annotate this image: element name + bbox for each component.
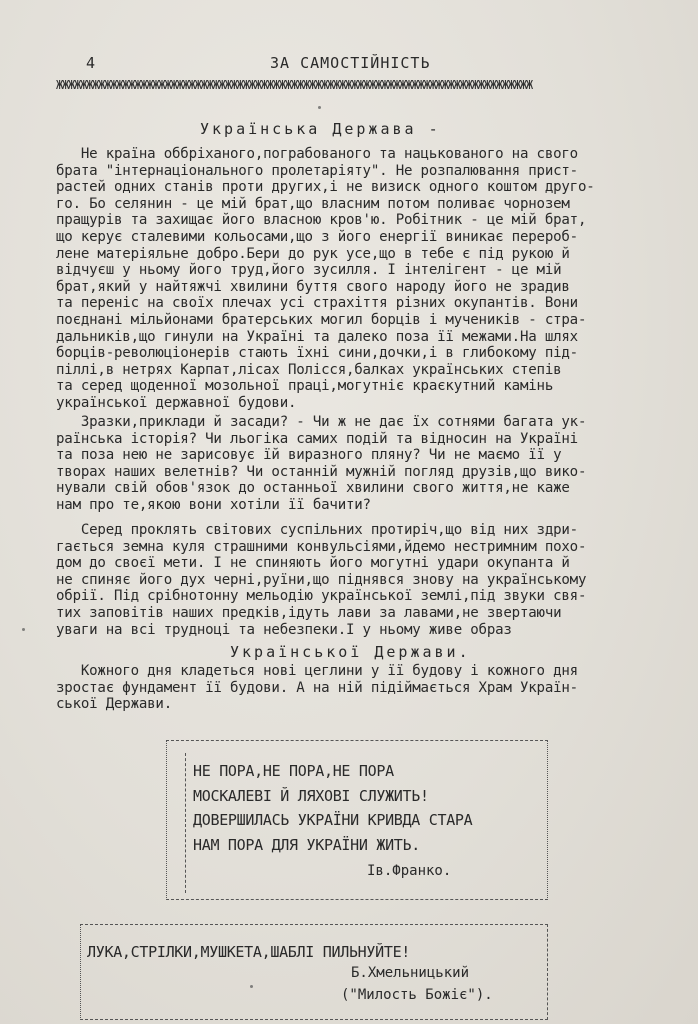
paper-speck (250, 985, 253, 988)
masthead-title: ЗА САМОСТІЙНІСТЬ (270, 54, 431, 72)
header-ornament-rule: ЖЖЖЖЖЖЖЖЖЖЖЖЖЖЖЖЖЖЖЖЖЖЖЖЖЖЖЖЖЖЖЖЖЖЖЖЖЖЖЖЖЖЖЖЖЖЖЖЖЖЖЖЖЖЖЖЖЖЖЖЖЖЖЖЖЖЖЖЖЖЖЖЖЖЖЖЖЖЖ (56, 78, 532, 92)
paper-speck (22, 628, 25, 631)
article-subheading: Української Держави. (230, 643, 471, 661)
khmelnytsky-quote-box (80, 924, 548, 1020)
khmelnytsky-source: ("Милость Божіє"). (341, 987, 493, 1003)
box-inner-border (185, 753, 186, 893)
paragraph-3: Серед проклять світових суспільних протиріч,що від них здри- гається земна куля страшними конвульсіями,йдемо нестримним похо- дом до своєї мети. І не спиняють його могутні удари окупанта й не спиняє його дух черні,руїни,що піднявся знову на українському обрії. Під срібнотонну мельодію української землі,під звуки свя- тих заповітів наших предків,ідуть лави за лавами,не звертаючи уваги на всі трудноці та небезпеки.І у ньому живе образ (56, 522, 587, 638)
paper-speck (318, 106, 321, 109)
franko-quote-text: НЕ ПОРА,НЕ ПОРА,НЕ ПОРА МОСКАЛЕВІ Й ЛЯХОВІ СЛУЖИТЬ! ДОВЕРШИЛАСЬ УКРАЇНИ КРИВДА СТАРА НАМ ПОРА ДЛЯ УКРАЇНИ ЖИТЬ. (193, 762, 473, 854)
khmelnytsky-quote-text: ЛУКА,СТРІЛКИ,МУШКЕТА,ШАБЛІ ПИЛЬНУЙТЕ! (87, 943, 411, 961)
paragraph-1: Не країна оббріханого,пограбованого та нацькованого на свого брата "інтернаціонального пролетаріяту". Не розпалювання прист- растей одних станів проти других,і не визиск одного коштом друго- го. Бо селянин - це мій брат,що власним потом поливає чорнозем пращурів та захищає його власною кров'ю. Робітник - це мій брат, що керує сталевими кольосами,що з його енергії виникає перероб- лене матеріяльне добро.Бери до рук усе,що в тебе є під рукою й відчуєш у ньому його труд,його зусилля. І інтелігент - це мій брат,який у найтяжчі хвилини буття свого народу його не зрадив та переніс на своїх плечах усі страхіття різних окупантів. Вони поєднані мільйонами братерських могил борців і мучеників - стра- дальників,що гинули на Україні та далеко поза її межами.На шлях борців-революціонерів стають їхні сини,дочки,і в глибокому під- піллі,в нетрях Карпат,лісах Полісся,балках українських степів та серед щоденної мозольної праці,могутніє краєкутний камінь української державної будови. (56, 146, 595, 411)
franko-attribution: Ів.Франко. (367, 863, 452, 879)
khmelnytsky-author: Б.Хмельницький (351, 965, 470, 981)
page-number: 4 (86, 54, 96, 72)
franko-quote-box (166, 740, 548, 900)
paragraph-2: Зразки,приклади й засади? - Чи ж не дає їх сотнями багата ук- раїнська історія? Чи льогіка самих подій та відносин на Україні та поза нею не зарисовує їй виразного пляну? Чи не маємо її у творах наших велетнів? Чи останній мужній погляд друзів,що вико- нували свій обов'язок до останньої хвилини свого життя,не каже нам про те,якою вони хотіли її бачити? (56, 414, 587, 513)
paragraph-4: Кожного дня кладеться нові цеглини у її будову і кожного дня зростає фундамент її будови. А на ній підіймається Храм Україн- ської Держави. (56, 663, 578, 713)
article-heading: Українська Держава - (200, 120, 441, 138)
